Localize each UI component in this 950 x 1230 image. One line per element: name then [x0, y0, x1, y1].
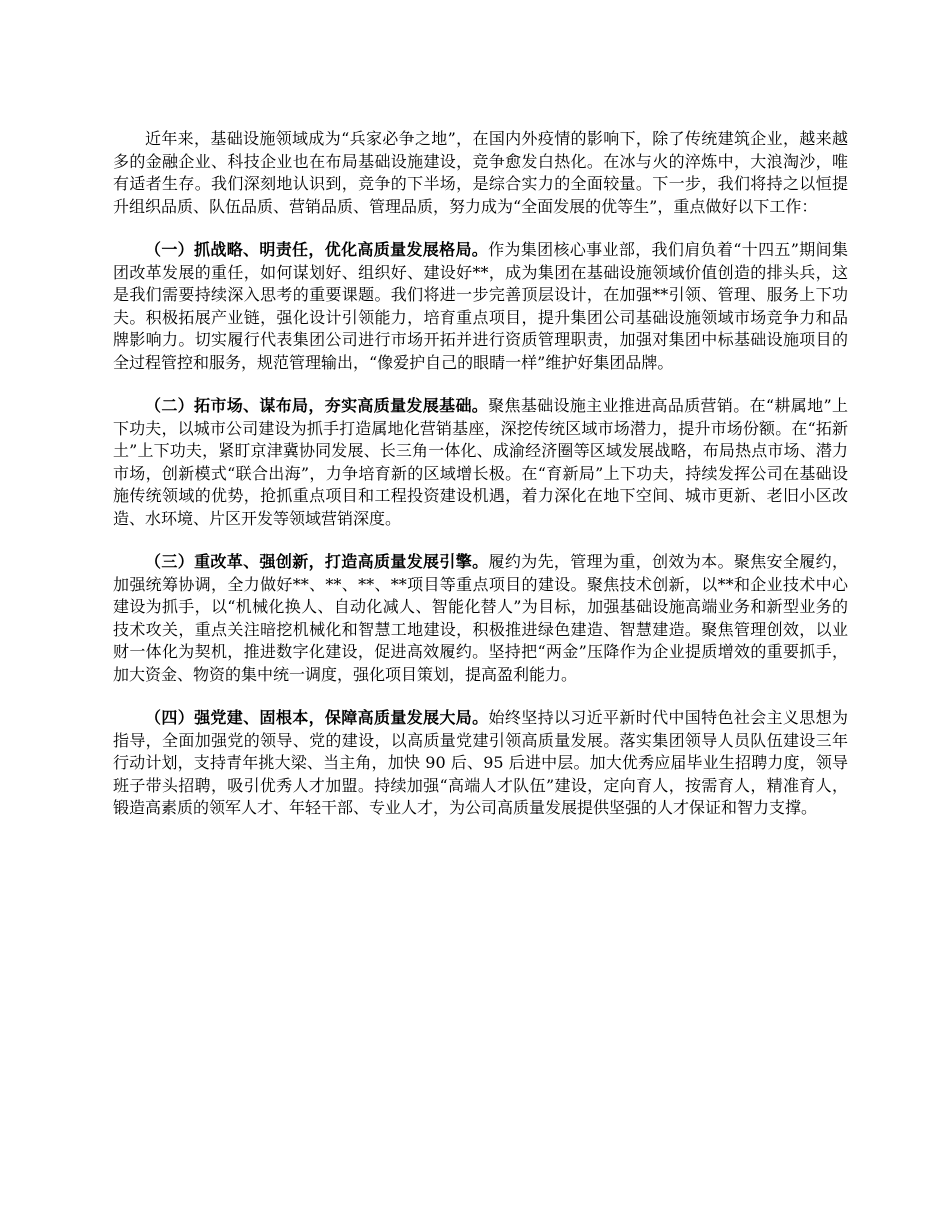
paragraph-market	[113, 395, 848, 530]
paragraph-text: 近年来，基础设施领域成为“兵家必争之地”，在国内外疫情的影响下，除了传统建筑企业，越来越多的金融企业、科技企业也在布局基础设施建设，竞争愈发白热化。在冰与火的淬炼中，大浪淘沙，唯有适者生存。我们深刻地认识到，竞争的下半场，是综合实力的全面较量。下一步，我们将持之以恒提升组织品质、队伍品质、营销品质、管理品质，努力成为“全面发展的优等生”，重点做好以下工作：	[113, 129, 848, 216]
paragraph-text: 作为集团核心事业部，我们肩负着“十四五”期间集团改革发展的重任，如何谋划好、组织好、建设好**，成为集团在基础设施领域价值创造的排头兵，这是我们需要持续深入思考的重要课题。我们将进一步完善顶层设计，在加强**引领、管理、服务上下功夫。积极拓展产业链，强化设计引领能力，培育重点项目，提升集团公司基础设施领域市场竞争力和品牌影响力。切实履行代表集团公司进行市场开拓并进行资质管理职责，加强对集团中标基础设施项目的全过程管控和服务，规范管理输出，“像爱护自己的眼睛一样”维护好集团品牌。	[113, 240, 848, 372]
paragraph-strategy	[113, 239, 848, 374]
document-body	[113, 128, 848, 820]
paragraph-heading: （一）抓战略、明责任，优化高质量发展格局。	[145, 240, 489, 259]
paragraph-heading: （三）重改革、强创新，打造高质量发展引擎。	[145, 552, 489, 571]
paragraph-heading: （四）强党建、固根本，保障高质量发展大局。	[145, 708, 489, 727]
paragraph-text: 始终坚持以习近平新时代中国特色社会主义思想为指导，全面加强党的领导、党的建设，以高质量党建引领高质量发展。落实集团领导人员队伍建设三年行动计划，支持青年挑大梁、当主角，加快 90 后、95 后进中层。加大优秀应届毕业生招聘力度，领导班子带头招聘，吸引优秀人才加盟。持续加强“高端人才队伍”建设，定向育人，按需育人，精准育人，锻造高素质的领军人才、年轻干部、专业人才，为公司高质量发展提供坚强的人才保证和智力支撑。	[113, 708, 848, 817]
paragraph-intro	[113, 128, 848, 218]
paragraph-text: 履约为先，管理为重，创效为本。聚焦安全履约，加强统筹协调，全力做好**、**、**、**项目等重点项目的建设。聚焦技术创新，以**和企业技术中心建设为抓手，以“机械化换人、自动化减人、智能化替人”为目标，加强基础设施高端业务和新型业务的技术攻关，重点关注暗挖机械化和智慧工地建设，积极推进绿色建造、智慧建造。聚焦管理创效，以业财一体化为契机，推进数字化建设，促进高效履约。坚持把“两金”压降作为企业提质增效的重要抓手，加大资金、物资的集中统一调度，强化项目策划，提高盈利能力。	[113, 552, 848, 684]
paragraph-text: 聚焦基础设施主业推进高品质营销。在“耕属地”上下功夫，以城市公司建设为抓手打造属地化营销基座，深挖传统区域市场潜力，提升市场份额。在“拓新土”上下功夫，紧盯京津冀协同发展、长三角一体化、成渝经济圈等区域发展战略，布局热点市场、潜力市场，创新模式“联合出海”，力争培育新的区域增长极。在“育新局”上下功夫，持续发挥公司在基础设施传统领域的优势，抢抓重点项目和工程投资建设机遇，着力深化在地下空间、城市更新、老旧小区改造、水环境、片区开发等领域营销深度。	[113, 396, 848, 528]
paragraph-reform	[113, 551, 848, 686]
paragraph-heading: （二）拓市场、谋布局，夯实高质量发展基础。	[145, 396, 489, 415]
paragraph-party	[113, 707, 848, 820]
